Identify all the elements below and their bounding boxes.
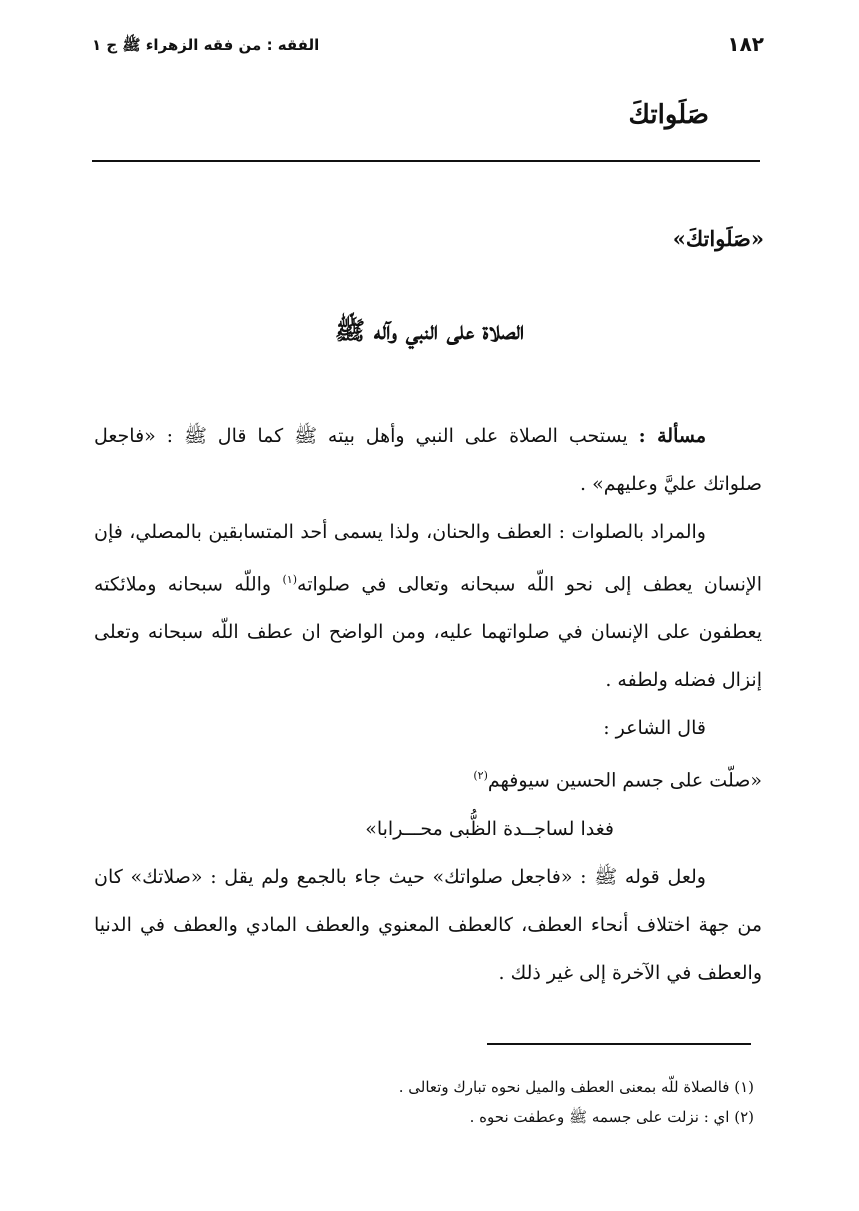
paragraph-issue <box>94 412 762 508</box>
verse-line-2: فغدا لساجــدة الظُّبى محـــرابا» <box>365 817 614 840</box>
body-text <box>94 412 762 997</box>
chapter-title: صَلَواتكَ <box>628 100 709 130</box>
header-divider <box>92 160 760 162</box>
page-number: ١٨٢ <box>727 32 764 56</box>
meaning-text-2: واللّه سبحانه وملائكته يعطفون على الإنسان في صلواتهما عليه، ومن الواضح ان عطف اللّه سبحانه وتعلى إنزال فضله ولطفه . <box>94 573 762 692</box>
section-heading: الصلاة على النبي وآله ﷺ <box>334 316 525 345</box>
paragraph-meaning <box>94 508 762 704</box>
running-title: الفقه : من فقه الزهراء ﷺ ج ١ <box>92 36 320 54</box>
poet-intro: قال الشاعر : <box>603 717 706 740</box>
verse-line-1 <box>94 752 762 804</box>
verse-line-1-text: «صلّت على جسم الحسين سيوفهم <box>487 769 762 792</box>
footnote-ref-2[interactable]: (٢) <box>473 769 488 783</box>
paragraph-plural: ولعل قوله ﷺ : «فاجعل صلواتك» حيث جاء بالجمع ولم يقل : «صلاتك» كان من جهة اختلاف أنحاء العطف، كالعطف المعنوي والعطف المادي والعطف في الدنيا والعطف في الآخرة إلى غير ذلك . <box>94 865 762 984</box>
footnote-1: (١) فالصلاة للّه بمعنى العطف والميل نحوه تبارك وتعالى . <box>398 1078 754 1096</box>
footnote-2: (٢) اي : نزلت على جسمه ﷺ وعطفت نحوه . <box>469 1108 754 1126</box>
issue-text: يستحب الصلاة على النبي وأهل بيته ﷺ كما قال ﷺ : «فاجعل صلواتك عليَّ وعليهم» . <box>94 425 762 495</box>
footnote-ref-1[interactable]: (١) <box>282 573 298 586</box>
footnotes <box>399 1072 754 1132</box>
footnote-divider <box>487 1043 751 1045</box>
quote-title: «صَلَواتكَ» <box>672 226 764 251</box>
meaning-text-1: والمراد بالصلوات : العطف والحنان، ولذا يسمى أحد المتسابقين بالمصلي، فإن الإنسان يعطف إلى نحو اللّه سبحانه وتعالى في صلواته <box>94 521 762 596</box>
issue-label: مسألة : <box>638 425 706 447</box>
